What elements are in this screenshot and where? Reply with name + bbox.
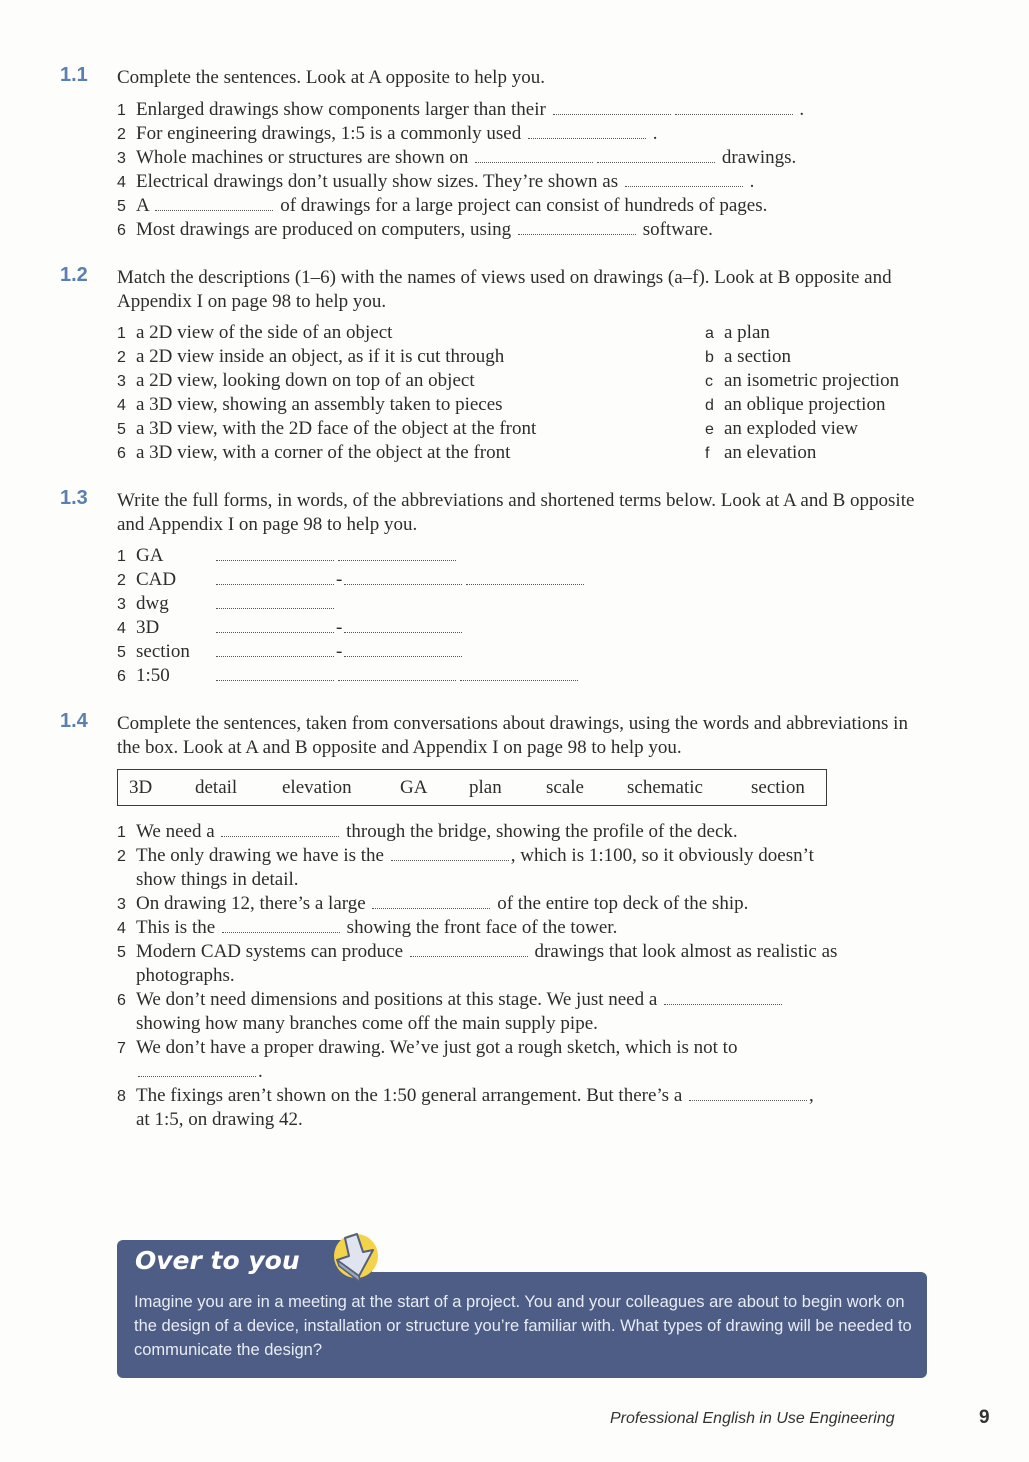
answer-blank[interactable] xyxy=(344,570,462,585)
list-item: 3 Whole machines or structures are shown on drawings. xyxy=(117,147,797,168)
word-box xyxy=(117,769,827,806)
abbreviation-item: 4 3D - xyxy=(117,616,159,641)
list-item-continuation: photographs. xyxy=(136,965,235,986)
exercise-number: 1.1 xyxy=(60,64,88,86)
word-box-item: scale xyxy=(546,777,584,798)
answer-blank[interactable] xyxy=(466,570,584,585)
list-item-continuation: at 1:5, on drawing 42. xyxy=(136,1109,303,1130)
list-item: 5 Modern CAD systems can produce drawings that look almost as realistic as xyxy=(117,941,838,962)
answer-blank[interactable] xyxy=(625,172,743,187)
answer-blank[interactable] xyxy=(216,642,334,657)
list-item: 2 The only drawing we have is the , which is 1:100, so it obviously doesn’t xyxy=(117,845,814,866)
answer-blank[interactable] xyxy=(475,148,593,163)
abbreviation-item: 2 CAD - xyxy=(117,568,176,593)
answer-blank[interactable] xyxy=(689,1086,807,1101)
option-item: d an oblique projection xyxy=(705,394,886,415)
answer-blank[interactable] xyxy=(344,618,462,633)
abbreviation-item: 3 dwg xyxy=(117,592,169,617)
word-box-item: schematic xyxy=(627,777,703,798)
description-item: 1 a 2D view of the side of an object xyxy=(117,322,393,343)
option-item: b a section xyxy=(705,346,792,367)
answer-blank[interactable] xyxy=(216,618,334,633)
answer-blank[interactable] xyxy=(391,846,509,861)
list-item: 3 On drawing 12, there’s a large of the entire top deck of the ship. xyxy=(117,893,749,914)
answer-blank[interactable] xyxy=(410,942,528,957)
answer-blank[interactable] xyxy=(528,124,646,139)
option-item: f an elevation xyxy=(705,442,817,463)
answer-blank[interactable] xyxy=(338,666,456,681)
list-item-continuation: show things in detail. xyxy=(136,869,299,890)
list-item: 2 For engineering drawings, 1:5 is a commonly used . xyxy=(117,123,658,144)
word-box-item: detail xyxy=(195,777,238,798)
answer-blank[interactable] xyxy=(216,546,334,561)
description-item: 3 a 2D view, looking down on top of an object xyxy=(117,370,475,391)
abbreviation-item: 5 section - xyxy=(117,640,190,665)
description-item: 6 a 3D view, with a corner of the object at the front xyxy=(117,442,511,463)
abbreviation-item: 1 GA xyxy=(117,544,163,569)
list-item: 1 We need a through the bridge, showing the profile of the deck. xyxy=(117,821,738,842)
answer-blank[interactable] xyxy=(460,666,578,681)
description-item: 2 a 2D view inside an object, as if it is cut through xyxy=(117,346,505,367)
answer-blank[interactable] xyxy=(664,990,782,1005)
footer-book-title: Professional English in Use Engineering xyxy=(610,1410,895,1427)
word-box-item: plan xyxy=(469,777,502,798)
list-item: 6 Most drawings are produced on computers, using software. xyxy=(117,219,713,240)
word-box-item: 3D xyxy=(129,777,153,798)
list-item: 4 Electrical drawings don’t usually show sizes. They’re shown as . xyxy=(117,171,755,192)
arrow-down-icon xyxy=(323,1230,385,1288)
answer-blank[interactable] xyxy=(597,148,715,163)
answer-blank[interactable] xyxy=(216,570,334,585)
answer-blank[interactable] xyxy=(216,666,334,681)
over-to-you-title: Over to you xyxy=(135,1246,300,1275)
description-item: 4 a 3D view, showing an assembly taken to pieces xyxy=(117,394,503,415)
answer-blank[interactable] xyxy=(222,918,340,933)
option-item: c an isometric projection xyxy=(705,370,900,391)
word-box-item: section xyxy=(751,777,805,798)
list-item-continuation: showing how many branches come off the main supply pipe. xyxy=(136,1013,598,1034)
list-item: 8 The fixings aren’t shown on the 1:50 general arrangement. But there’s a , xyxy=(117,1085,814,1106)
exercise-instruction: Match the descriptions (1–6) with the names of views used on drawings (a–f). Look at B opposite and Appendix I on page 98 to help you. xyxy=(117,267,892,312)
exercise-number: 1.4 xyxy=(60,710,88,732)
list-item-continuation: . xyxy=(117,1060,263,1084)
over-to-you-text: Imagine you are in a meeting at the start of a project. You and your colleagues are about to begin work on the design of a device, installation or structure you’re familiar with. What types of drawing will be needed to communicate the design? xyxy=(134,1293,912,1359)
answer-blank[interactable] xyxy=(372,894,490,909)
exercise-instruction: Complete the sentences, taken from conversations about drawings, using the words and abbreviations in the box. Look at A and B opposite and Appendix I on page 98 to help you. xyxy=(117,713,908,758)
list-item: 1 Enlarged drawings show components larger than their . xyxy=(117,99,805,120)
answer-blank[interactable] xyxy=(138,1062,256,1077)
answer-blank[interactable] xyxy=(155,196,273,211)
list-item: 4 This is the showing the front face of the tower. xyxy=(117,917,618,938)
answer-blank[interactable] xyxy=(344,642,462,657)
exercise-instruction: Complete the sentences. Look at A opposite to help you. xyxy=(117,67,545,88)
page-number: 9 xyxy=(979,1407,990,1428)
word-box-item: elevation xyxy=(282,777,352,798)
answer-blank[interactable] xyxy=(518,220,636,235)
answer-blank[interactable] xyxy=(221,822,339,837)
option-item: e an exploded view xyxy=(705,418,859,439)
answer-blank[interactable] xyxy=(338,546,456,561)
exercise-number: 1.2 xyxy=(60,264,88,286)
over-to-you-panel xyxy=(117,1240,927,1378)
exercise-instruction: Write the full forms, in words, of the abbreviations and shortened terms below. Look at A and B opposite and Appendix I on page 98 to help you. xyxy=(117,490,915,535)
answer-blank[interactable] xyxy=(216,594,334,609)
list-item: 6 We don’t need dimensions and positions at this stage. We just need a xyxy=(117,988,784,1013)
abbreviation-item: 6 1:50 xyxy=(117,664,170,689)
exercise-number: 1.3 xyxy=(60,487,88,509)
answer-blank[interactable] xyxy=(553,100,671,115)
list-item: 5 A of drawings for a large project can consist of hundreds of pages. xyxy=(117,195,768,216)
option-item: a a plan xyxy=(705,322,770,343)
word-box-item: GA xyxy=(400,777,428,798)
description-item: 5 a 3D view, with the 2D face of the object at the front xyxy=(117,418,537,439)
answer-blank[interactable] xyxy=(675,100,793,115)
list-item: 7 We don’t have a proper drawing. We’ve just got a rough sketch, which is not to xyxy=(117,1037,738,1058)
